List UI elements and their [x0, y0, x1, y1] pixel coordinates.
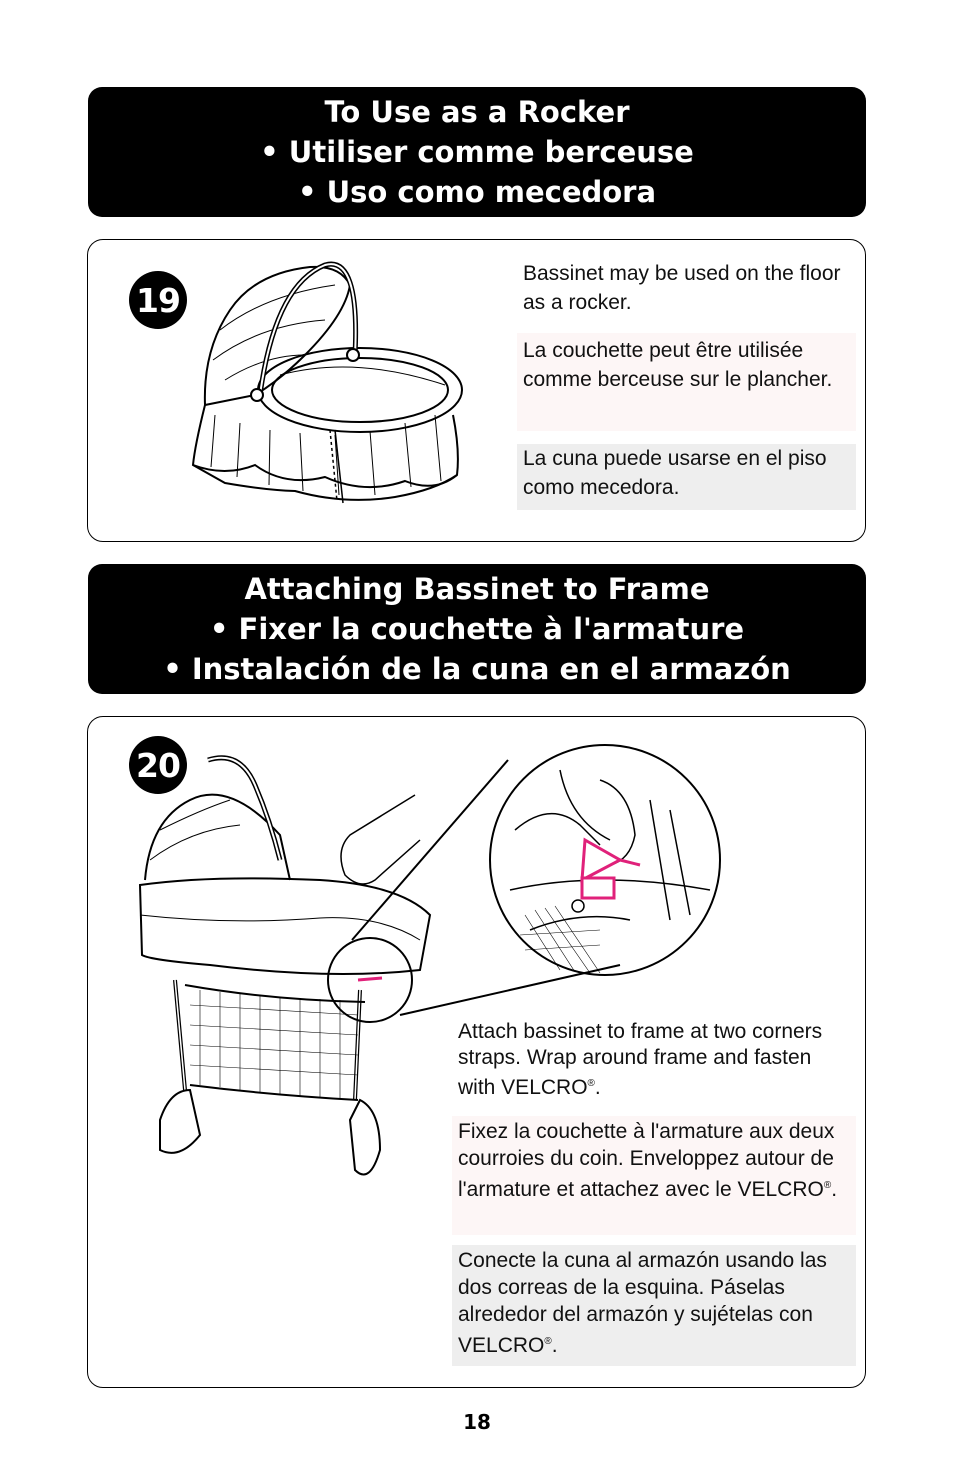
step-19-text-fr: La couchette peut être utilisée comme berceuse sur le plancher. [517, 333, 856, 431]
registered-mark: ® [544, 1336, 552, 1347]
step-19-text-es: La cuna puede usarse en el piso como mecedora. [517, 444, 856, 510]
registered-mark: ® [823, 1180, 832, 1191]
page-number: 18 [463, 1410, 491, 1434]
step-20-text-es [452, 1245, 856, 1366]
step-20-text-en-body: Attach bassinet to frame at two corners straps. Wrap around frame and fasten with VELCRO [458, 1020, 823, 1099]
step-20-text-fr-body: Fixez la couchette à l'armature aux deux courroies du coin. Enveloppez autour de l'armature et attachez avec le VELCRO [458, 1120, 835, 1201]
registered-mark: ® [587, 1078, 595, 1089]
step-number-badge: 19 [129, 271, 187, 329]
heading-line-fr: • Fixer la couchette à l'armature [209, 612, 745, 646]
heading-line-fr: • Utiliser comme berceuse [260, 135, 694, 169]
step-20-text-es-body: Conecte la cuna al armazón usando las dos correas de la esquina. Páselas alrededor del armazón y sujételas con VELCRO [458, 1249, 827, 1357]
heading-line-en: To Use as a Rocker [324, 95, 630, 129]
heading-line-es: • Instalación de la cuna en el armazón [163, 652, 791, 686]
heading-line-en: Attaching Bassinet to Frame [244, 572, 710, 606]
step-19-text-en: Bassinet may be used on the floor as a rocker. [523, 262, 841, 314]
section-heading-attach-frame [88, 564, 866, 694]
sentence-period: . [594, 1076, 601, 1099]
section-heading-rocker [88, 87, 866, 217]
step-20-text-en [452, 1019, 856, 1101]
step-20-text-fr [452, 1116, 856, 1235]
sentence-period: . [831, 1178, 838, 1201]
sentence-period: . [551, 1334, 558, 1357]
step-number-badge: 20 [129, 736, 187, 794]
heading-line-es: • Uso como mecedora [297, 175, 657, 209]
bassinet-rocker-illustration [185, 255, 475, 520]
